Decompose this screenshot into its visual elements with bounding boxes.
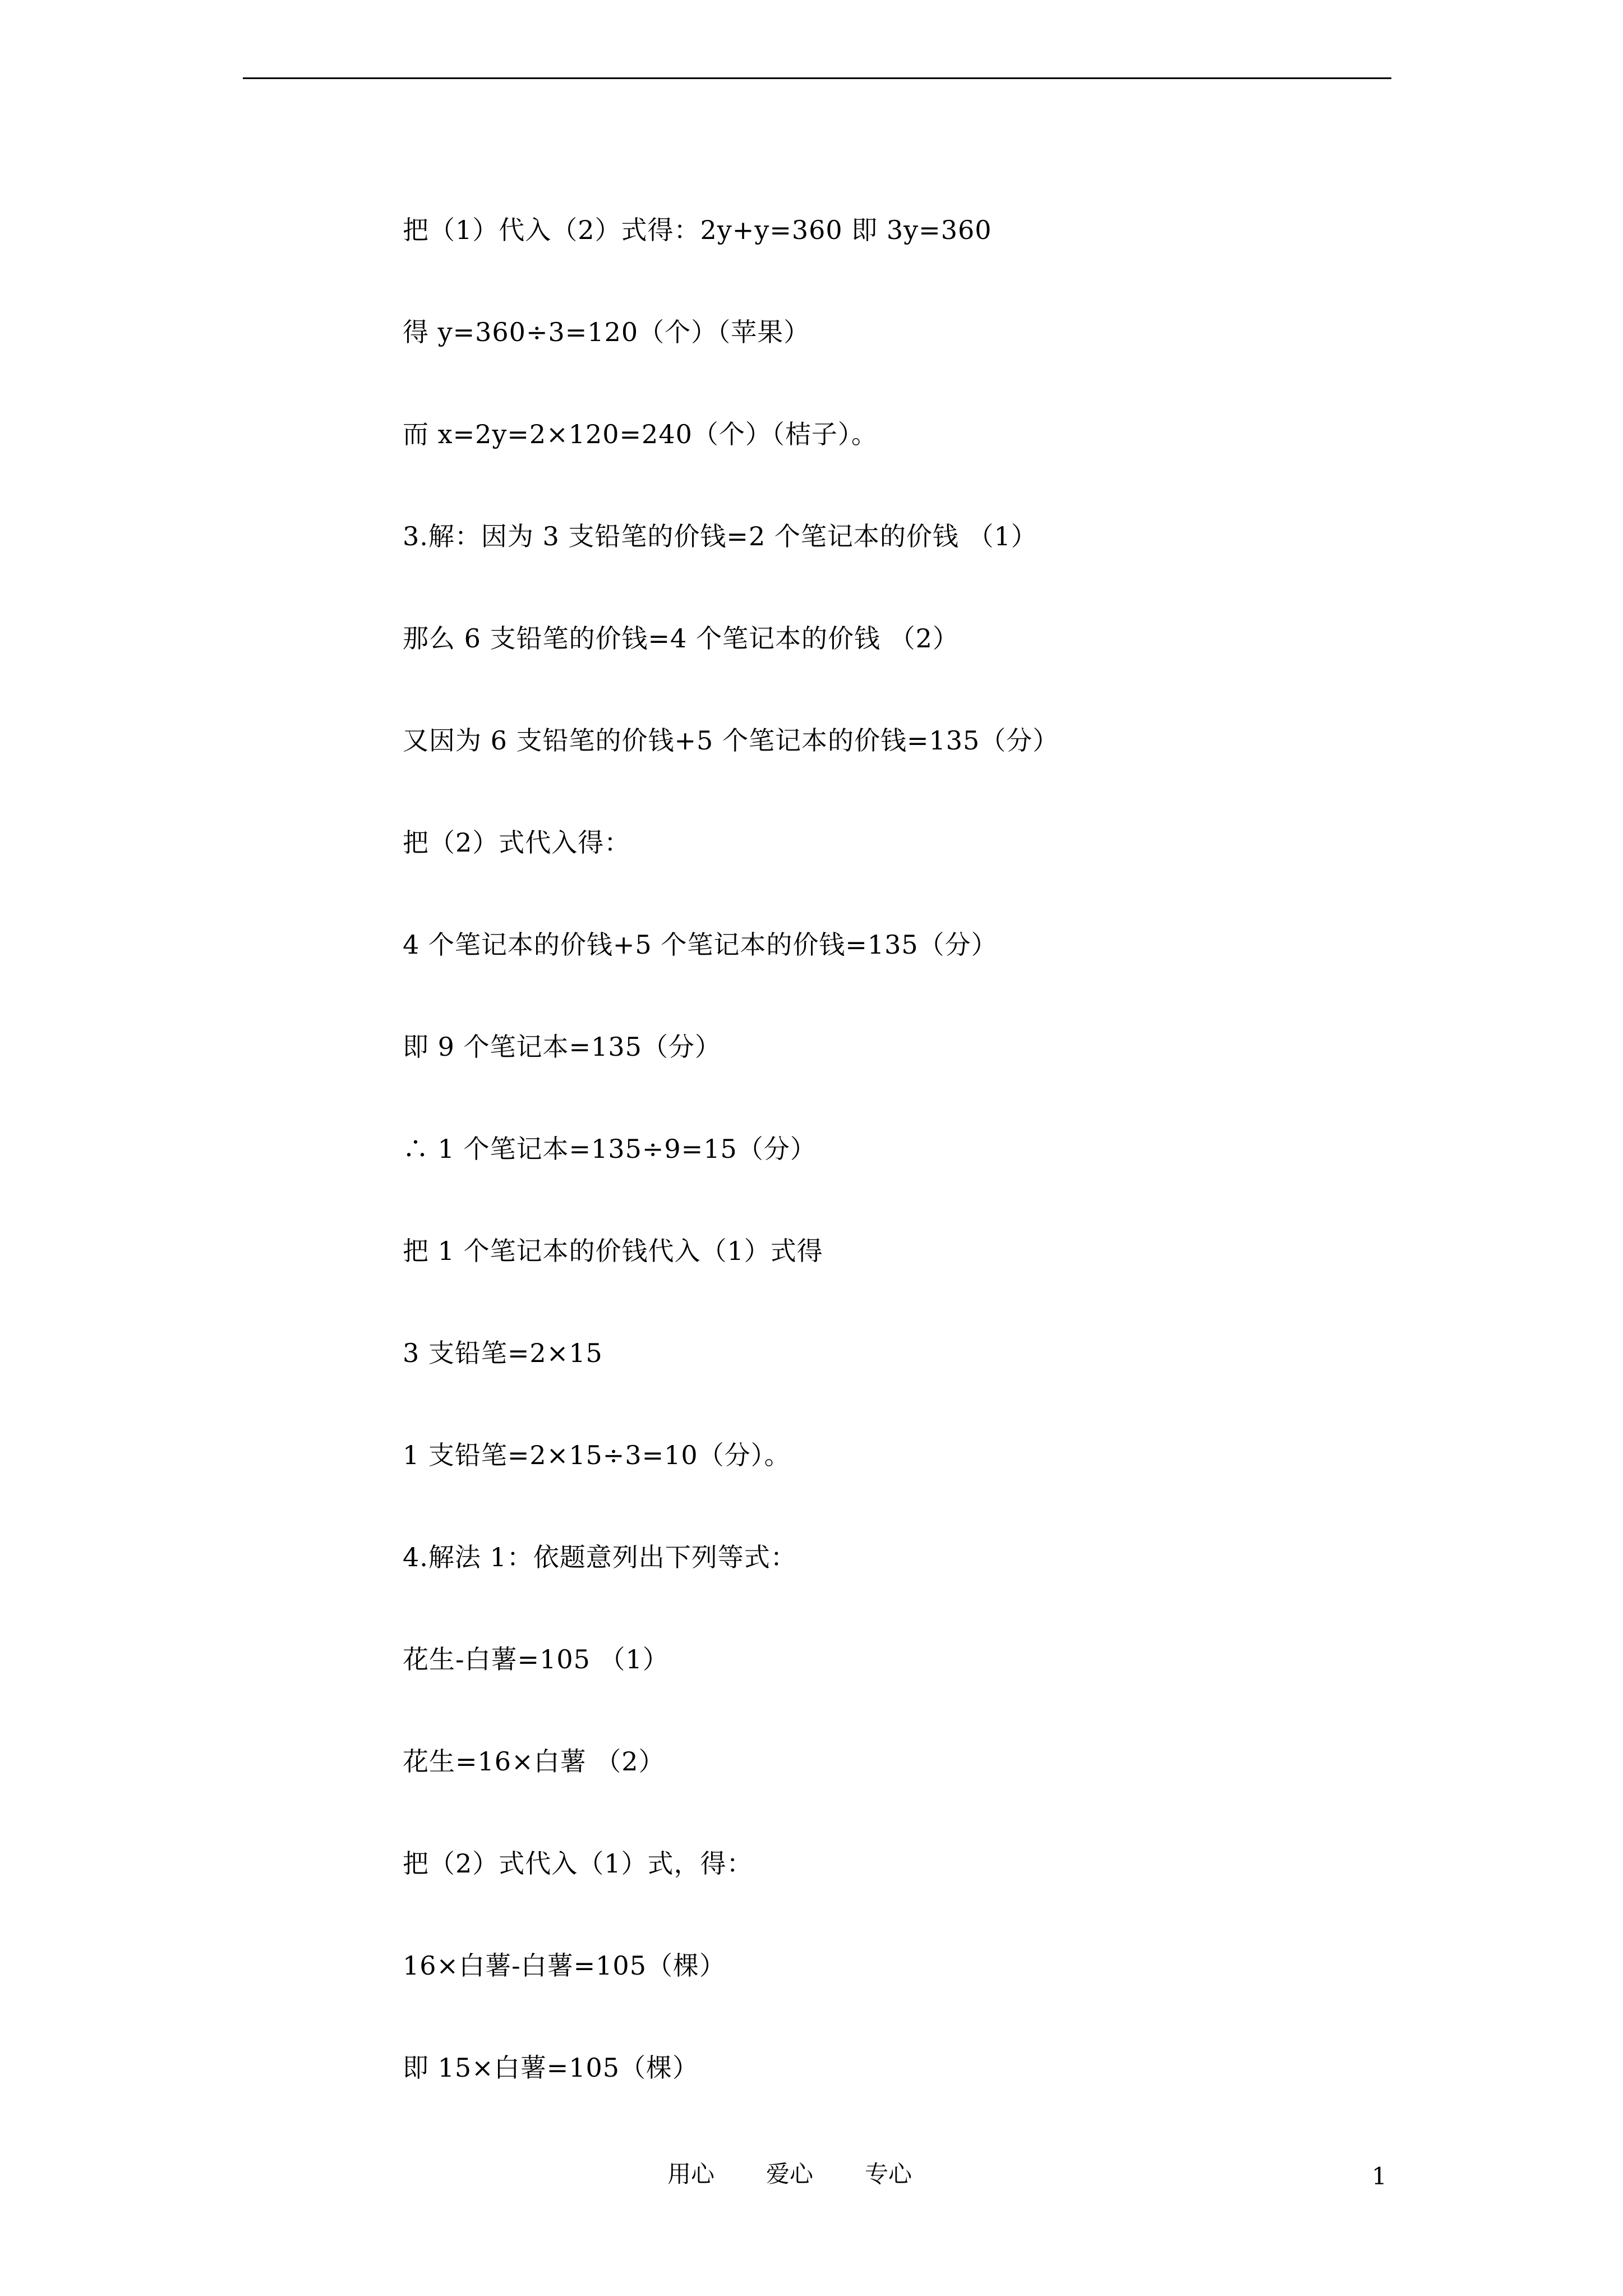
page-number: 1: [1372, 2162, 1387, 2190]
text-line: 而 x=2y=2×120=240（个）（桔子）。: [403, 419, 878, 449]
text-line: 得 y=360÷3=120（个）（苹果）: [403, 317, 810, 347]
header-rule: [243, 77, 1391, 79]
footer-motto-item: 专心: [865, 2160, 912, 2188]
text-line: 4 个笔记本的价钱+5 个笔记本的价钱=135（分）: [403, 930, 998, 960]
text-line: 即 15×白薯=105（棵）: [403, 2053, 699, 2083]
text-line: 即 9 个笔记本=135（分）: [403, 1032, 721, 1062]
text-line: 3 支铅笔=2×15: [403, 1338, 603, 1368]
footer-motto-item: 爱心: [766, 2160, 814, 2188]
footer-motto-item: 用心: [667, 2160, 715, 2188]
text-line: 3.解：因为 3 支铅笔的价钱=2 个笔记本的价钱 （1）: [403, 521, 1038, 551]
text-line: 把（2）式代入得：: [403, 827, 631, 858]
text-line: 又因为 6 支铅笔的价钱+5 个笔记本的价钱=135（分）: [403, 725, 1059, 756]
text-line: 花生-白薯=105 （1）: [403, 1644, 669, 1674]
footer-motto: [667, 2159, 912, 2190]
text-line: 16×白薯-白薯=105（棵）: [403, 1950, 726, 1981]
text-line: 花生=16×白薯 （2）: [403, 1746, 665, 1777]
text-line: 4.解法 1：依题意列出下列等式：: [403, 1542, 797, 1572]
text-line: 把（2）式代入（1）式，得：: [403, 1848, 753, 1879]
text-line: ∴ 1 个笔记本=135÷9=15（分）: [403, 1134, 817, 1164]
text-line: 那么 6 支铅笔的价钱=4 个笔记本的价钱 （2）: [403, 623, 959, 654]
text-line: 1 支铅笔=2×15÷3=10（分）。: [403, 1440, 791, 1470]
text-line: 把 1 个笔记本的价钱代入（1）式得: [403, 1236, 823, 1266]
text-line: 把（1）代入（2）式得：2y+y=360 即 3y=360: [403, 215, 992, 245]
